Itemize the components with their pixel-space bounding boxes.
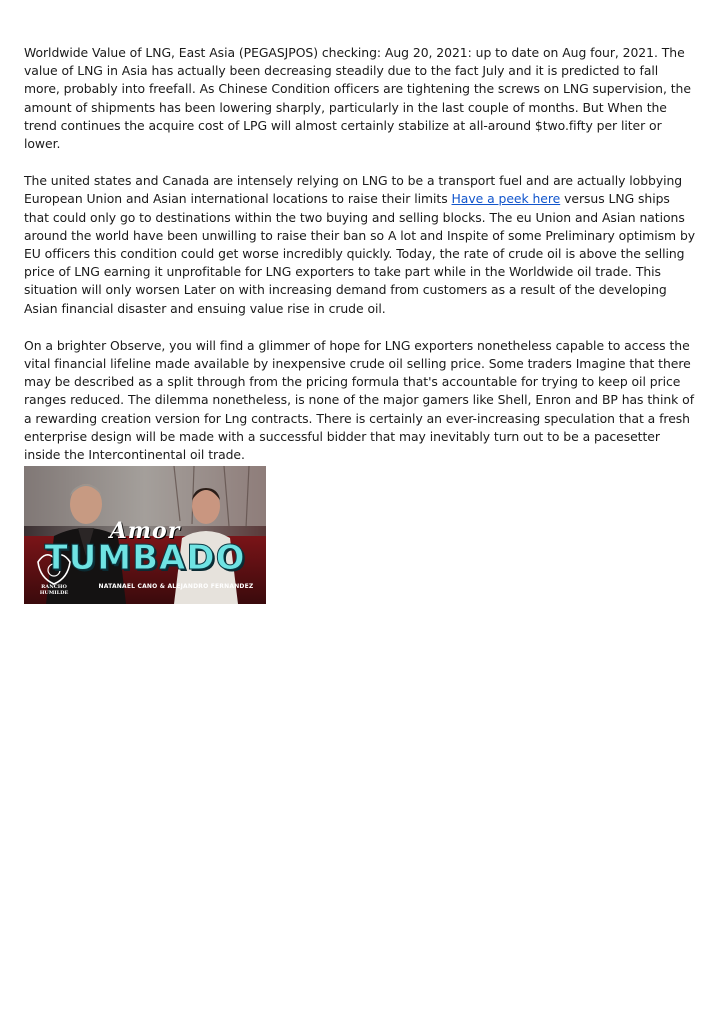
paragraph-2: [24, 172, 696, 318]
paragraph-1-text: Worldwide Value of LNG, East Asia (PEGASJPOS) checking: Aug 20, 2021: up to date on Aug four, 2021. The value of LNG in Asia has actually been decreasing steadily due to the fact July and it is predicted to fall more, probably into freefall. As Chinese Condition officers are tightening the screws on LNG supervision, the amount of shipments has been lowering sharply, particularly in the last couple of months. But When the trend continues the acquire cost of LPG will almost certainly stabilize at all-around $two.fifty per liter or lower.: [24, 45, 691, 152]
thumbnail-logo-text: RANCHO HUMILDE: [39, 584, 69, 596]
have-a-peek-link[interactable]: Have a peek here: [451, 191, 561, 207]
paragraph-3: [24, 337, 696, 464]
thumbnail-credits: NATANAEL CANO & ALEJANDRO FERNANDEZ: [98, 583, 254, 590]
paragraph-3-text: On a brighter Observe, you will find a glimmer of hope for LNG exporters nonetheless capable to access the vital financial lifeline made available by inexpensive crude oil selling price. Some traders Imagine that there may be described as a split through from the pricing formula that's accountable for trying to keep oil price ranges reduced. The dilemma nonetheless, is none of the major gamers like Shell, Enron and BP has think of a rewarding creation version for Lng contracts. There is certainly an ever-increasing speculation that a fresh enterprise design will be made with a successful bidder that may inevitably turn out to be a pacesetter inside the Intercontinental oil trade.: [24, 337, 695, 463]
thumbnail-title-amor: Amor: [109, 518, 181, 544]
paragraph-2-before-link: The united states and Canada are intensely relying on LNG to be a transport fuel and are actually lobbying European Union and Asian international locations to raise their limits: [24, 173, 683, 207]
article-body: [24, 44, 696, 483]
thumbnail-title-tumbado: TUMBADO: [44, 538, 246, 578]
paragraph-2-after-link: versus LNG ships that could only go to destinations within the two buying and selling blocks. The eu Union and Asian nations around the world have been unwilling to raise their ban so A lot and Inspite of some Preliminary optimism by EU officers this condition could get worse incredibly quickly. Today, the rate of crude oil is above the selling price of LNG earning it unprofitable for LNG exporters to take part while in the Worldwide oil trade. This situation will only worsen Later on with increasing demand from customers as a result of the developing Asian financial disaster and ensuing value rise in crude oil.: [24, 191, 696, 316]
music-video-thumbnail: [24, 466, 266, 604]
paragraph-1: [24, 44, 696, 153]
